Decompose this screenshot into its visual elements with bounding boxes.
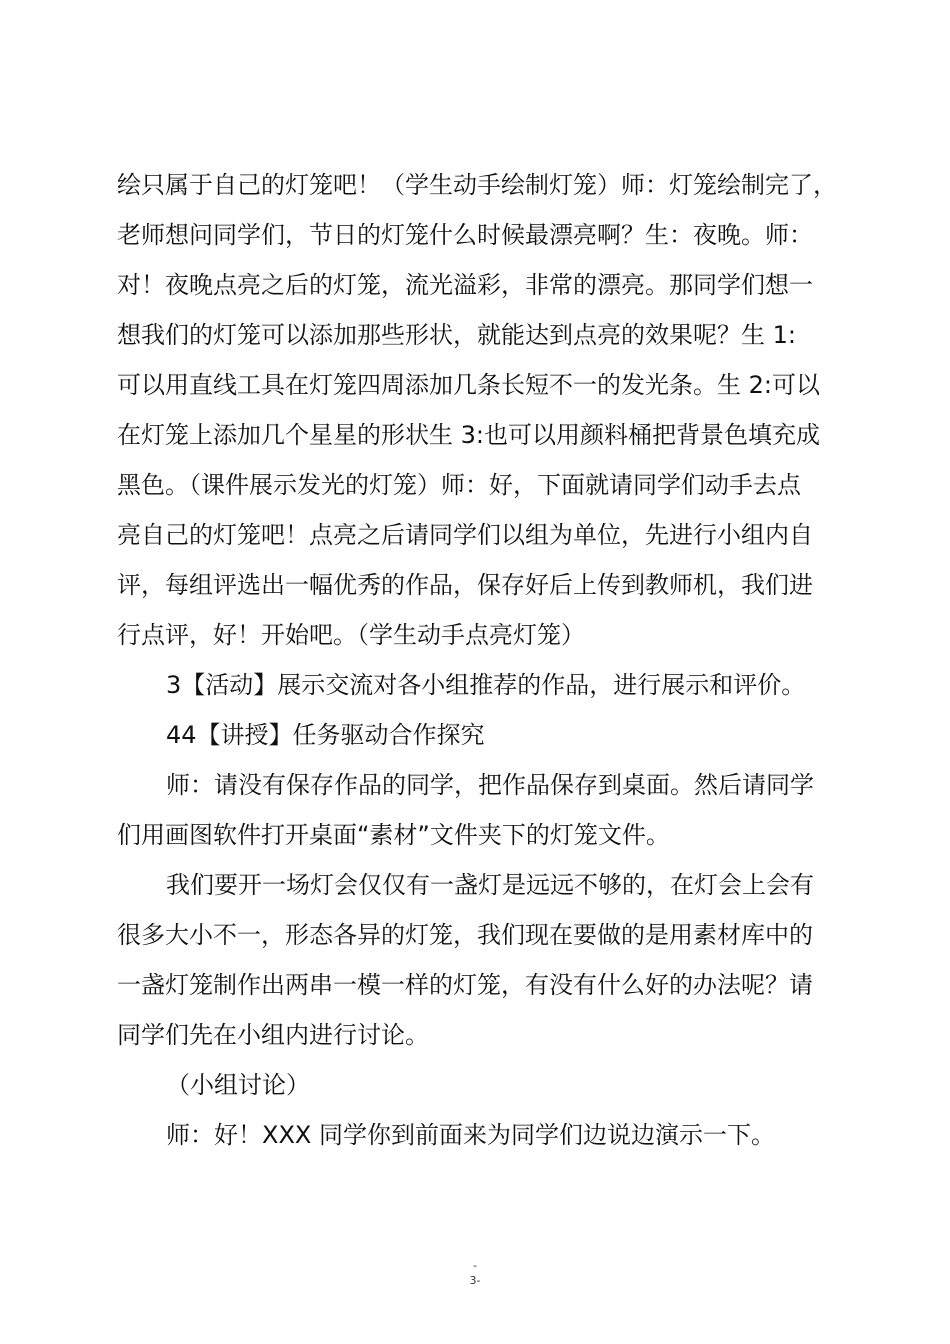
text-line: 同学们先在小组内进行讨论。 <box>117 1021 429 1049</box>
text-line: 一盏灯笼制作出两串一模一样的灯笼，有没有什么好的办法呢？请 <box>117 971 813 999</box>
text-line: 想我们的灯笼可以添加那些形状，就能达到点亮的效果呢？生 1: <box>117 321 796 349</box>
footer-dash: - <box>473 1259 477 1272</box>
paragraph-start: 我们要开一场灯会仅仅有一盏灯是远远不够的，在灯会上会有 <box>166 871 814 899</box>
paragraph-start: （小组讨论） <box>166 1071 310 1099</box>
text-line: 老师想问同学们，节日的灯笼什么时候最漂亮啊？生：夜晚。师： <box>117 221 813 249</box>
text-line: 在灯笼上添加几个星星的形状生 3:也可以用颜料桶把背景色填充成 <box>117 421 820 449</box>
text-line: 黑色。（课件展示发光的灯笼）师：好，下面就请同学们动手去点 <box>117 471 801 499</box>
activity-heading: 3【活动】展示交流对各小组推荐的作品，进行展示和评价。 <box>166 671 806 699</box>
text-line: 绘只属于自己的灯笼吧！（学生动手绘制灯笼）师：灯笼绘制完了， <box>117 171 837 199</box>
text-line: 很多大小不一，形态各异的灯笼，我们现在要做的是用素材库中的 <box>117 921 813 949</box>
paragraph-start: 师：好！XXX 同学你到前面来为同学们边说边演示一下。 <box>166 1121 775 1149</box>
text-line: 行点评，好！开始吧。（学生动手点亮灯笼） <box>117 621 585 649</box>
text-line: 对！夜晚点亮之后的灯笼，流光溢彩，非常的漂亮。那同学们想一 <box>117 271 813 299</box>
paragraph-start: 师：请没有保存作品的同学，把作品保存到桌面。然后请同学 <box>166 771 814 799</box>
lecture-heading: 44【讲授】任务驱动合作探究 <box>166 721 485 749</box>
text-line: 们用画图软件打开桌面“素材”文件夹下的灯笼文件。 <box>117 821 670 849</box>
text-line: 亮自己的灯笼吧！点亮之后请同学们以组为单位，先进行小组内自 <box>117 521 813 549</box>
document-body <box>117 160 839 1160</box>
text-line: 评，每组评选出一幅优秀的作品，保存好后上传到教师机，我们进 <box>117 571 813 599</box>
page-number: 3- <box>469 1274 481 1287</box>
text-line: 可以用直线工具在灯笼四周添加几条长短不一的发光条。生 2:可以 <box>117 371 820 399</box>
